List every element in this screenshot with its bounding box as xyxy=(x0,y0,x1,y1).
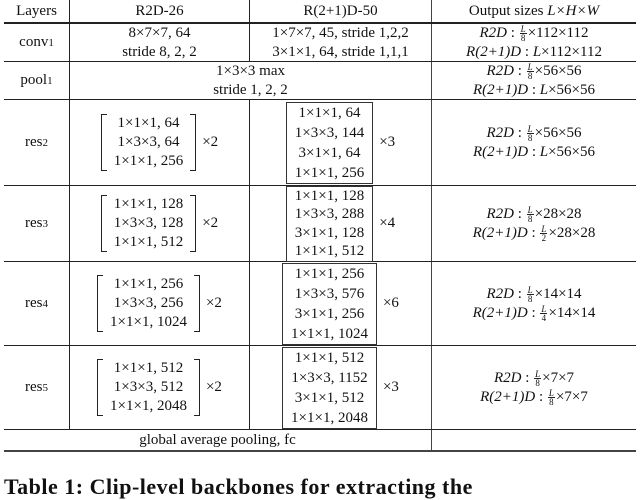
layer-text: pool xyxy=(20,72,48,88)
frac-den: 2 xyxy=(541,232,547,243)
block-lines xyxy=(114,195,183,252)
spec-line: 1×3×3, 128 xyxy=(113,215,184,231)
bottom-rule xyxy=(4,450,636,452)
spec-line: 1×1×1, 1024 xyxy=(291,325,368,342)
header-output-dims: L×H×W xyxy=(547,2,600,19)
header-layers xyxy=(4,0,70,22)
spec-line: 1×3×3, 256 xyxy=(113,295,184,311)
frac-num: L xyxy=(527,61,533,72)
r2d-cell xyxy=(70,24,250,61)
r21d-cell xyxy=(250,262,432,345)
output-sizes xyxy=(480,369,588,407)
frac-num: L xyxy=(541,303,547,314)
output-sizes xyxy=(473,285,596,323)
right-bracket xyxy=(190,114,196,171)
boxed-block xyxy=(286,186,373,262)
fraction xyxy=(527,206,534,223)
spec-line: 1×1×1, 64 xyxy=(298,104,361,121)
r2d-spec xyxy=(122,24,197,62)
output-r2d: R2D : $\frac{L}{8}$ ×7×7 xyxy=(493,368,575,388)
block-lines xyxy=(114,114,183,171)
table-row-res3 xyxy=(4,186,636,262)
r21d-cell xyxy=(250,100,432,185)
dims: ×56×56 xyxy=(548,81,596,98)
r2d-block xyxy=(97,359,222,416)
fraction xyxy=(527,286,534,303)
output-r21d: R(2+1)D : L×56×56 xyxy=(472,81,596,98)
lead-dim: L xyxy=(539,81,549,98)
r21d-block xyxy=(286,102,395,184)
output-r21d: R(2+1)D : L×112×112 xyxy=(466,43,602,60)
block-lines xyxy=(110,359,187,416)
dims: ×14×14 xyxy=(548,304,596,321)
layer-text: res xyxy=(25,134,43,150)
spec-line: 3×1×1, 256 xyxy=(294,305,365,322)
r21d-spec xyxy=(272,24,409,62)
output-sizes xyxy=(466,24,602,62)
r2d-cell xyxy=(70,346,250,429)
table-caption: Table 1: Clip-level backbones for extracting the xyxy=(4,474,473,499)
spec-line: 3×1×1, 512 xyxy=(294,389,365,406)
spec-line: 3×1×1, 64 xyxy=(298,144,361,161)
frac-den: 8 xyxy=(549,396,554,407)
header-r21d-text: R(2+1)D-50 xyxy=(303,2,378,19)
model-label: R(2+1)D xyxy=(472,224,528,241)
output-cell xyxy=(432,186,636,261)
repeat-multiplier: ×2 xyxy=(205,295,222,311)
dims: ×14×14 xyxy=(534,285,582,302)
model-label: R(2+1)D xyxy=(472,304,528,321)
output-cell xyxy=(432,62,636,99)
spec-line: 1×1×1, 256 xyxy=(294,265,365,282)
r21d-block xyxy=(286,186,395,262)
spec-line: 1×3×3, 64 xyxy=(117,134,180,150)
frac-num: L xyxy=(541,223,547,234)
dims: ×28×28 xyxy=(548,224,596,241)
repeat-multiplier: ×2 xyxy=(205,379,222,395)
output-r2d: R2D : $\frac{L}{8}$ ×56×56 xyxy=(486,123,582,143)
output-sizes xyxy=(473,205,596,243)
header-r21d xyxy=(250,0,432,22)
header-r2d-text: R2D-26 xyxy=(135,2,184,19)
boxed-block xyxy=(286,102,373,184)
model-label: R2D xyxy=(486,62,514,79)
frac-den: 8 xyxy=(535,377,540,388)
output-cell xyxy=(432,262,636,345)
layer-name: res 2 xyxy=(4,100,70,185)
repeat-multiplier: ×6 xyxy=(382,295,399,311)
spec-line: 1×1×1, 128 xyxy=(294,187,365,204)
dims: ×28×28 xyxy=(534,205,582,222)
frac-num: L xyxy=(527,284,533,295)
lead-dim: L xyxy=(532,43,542,60)
frac-num: L xyxy=(535,368,541,379)
spec-line: 1×1×1, 512 xyxy=(294,243,365,259)
layer-text: res xyxy=(25,379,43,395)
spec-line: stride 1, 2, 2 xyxy=(213,81,288,98)
r2d-cell xyxy=(70,100,250,185)
header-r2d xyxy=(70,0,250,22)
dims: ×112×112 xyxy=(527,24,589,41)
table-row-res4 xyxy=(4,262,636,346)
header-output-text: Output sizes xyxy=(468,2,544,19)
output-r21d: R(2+1)D : $\frac{L}{2}$ ×28×28 xyxy=(472,223,596,243)
spec-line: 1×1×1, 64 xyxy=(117,115,180,131)
left-bracket xyxy=(97,275,103,332)
spec-line: 1×1×1, 2048 xyxy=(110,398,187,414)
square-bracket-matrix xyxy=(101,195,196,252)
spec-line: 3×1×1, 64, stride 1,1,1 xyxy=(272,43,409,60)
table-row-pool1 xyxy=(4,62,636,100)
model-label: R2D xyxy=(493,369,522,386)
spec-line: 1×7×7, 45, stride 1,2,2 xyxy=(272,24,409,41)
lead-dim: L xyxy=(539,143,549,160)
dims: ×7×7 xyxy=(542,369,575,386)
fraction xyxy=(527,63,534,80)
output-r2d: R2D : $\frac{L}{8}$ ×56×56 xyxy=(486,61,582,81)
right-bracket xyxy=(194,359,200,416)
spec-line: 1×1×1, 256 xyxy=(113,153,184,169)
dims: ×56×56 xyxy=(548,143,596,160)
model-label: R(2+1)D xyxy=(472,81,529,98)
square-bracket-matrix xyxy=(97,275,200,332)
layer-name: res 5 xyxy=(4,346,70,429)
header-layers-text: Layers xyxy=(16,2,57,19)
frac-num: L xyxy=(527,204,533,215)
output-cell xyxy=(432,24,636,61)
spec-line: 1×1×1, 512 xyxy=(113,360,184,376)
r2d-block xyxy=(101,195,218,252)
frac-den: 4 xyxy=(541,312,547,323)
output-cell xyxy=(432,100,636,185)
square-bracket-matrix xyxy=(101,114,196,171)
spec-line: 1×1×1, 1024 xyxy=(110,314,187,330)
shared-spec-cell xyxy=(70,62,432,99)
right-bracket xyxy=(194,275,200,332)
header-rule xyxy=(4,22,636,24)
spec-line: 1×1×1, 512 xyxy=(294,349,365,366)
output-r21d: R(2+1)D : $\frac{L}{4}$ ×14×14 xyxy=(472,303,596,323)
table-row-res2 xyxy=(4,100,636,186)
output-r21d: R(2+1)D : L×56×56 xyxy=(472,143,596,160)
frac-num: L xyxy=(520,23,526,34)
r2d-cell xyxy=(70,262,250,345)
model-label: R2D xyxy=(486,124,514,141)
r2d-cell xyxy=(70,186,250,261)
fraction xyxy=(540,305,547,322)
r21d-cell xyxy=(250,24,432,61)
model-label: R2D xyxy=(479,24,507,41)
dims: ×112×112 xyxy=(541,43,602,60)
output-r2d: R2D : $\frac{L}{8}$ ×14×14 xyxy=(486,284,582,304)
table-row-footer xyxy=(4,430,636,450)
r21d-block xyxy=(282,347,399,429)
spec-line: 1×3×3 max xyxy=(215,62,285,79)
layer-text: res xyxy=(25,215,43,231)
r21d-cell xyxy=(250,346,432,429)
dims: ×56×56 xyxy=(534,62,582,79)
table-row-res5 xyxy=(4,346,636,430)
model-label: R2D xyxy=(486,285,514,302)
square-bracket-matrix xyxy=(97,359,200,416)
output-r21d: R(2+1)D : $\frac{L}{8}$ ×7×7 xyxy=(480,387,588,407)
left-bracket xyxy=(97,359,103,416)
spec-line: stride 8, 2, 2 xyxy=(122,43,197,60)
block-lines xyxy=(110,275,187,332)
model-label: R(2+1)D xyxy=(472,143,529,160)
layer-name: res 4 xyxy=(4,262,70,345)
repeat-multiplier: ×2 xyxy=(202,215,219,231)
spec-line: 1×1×1, 512 xyxy=(113,234,184,250)
fraction xyxy=(534,370,541,387)
output-r2d: R2D : $\frac{L}{8}$ ×28×28 xyxy=(486,204,582,224)
footer-text: global average pooling, fc xyxy=(139,431,296,448)
fraction xyxy=(540,225,547,242)
left-bracket xyxy=(101,195,107,252)
r2d-block xyxy=(97,275,222,332)
output-sizes xyxy=(473,124,595,162)
spec-line: 3×1×1, 128 xyxy=(294,224,365,241)
dims: ×7×7 xyxy=(555,388,588,405)
fraction xyxy=(520,25,527,42)
table-header-row xyxy=(4,0,636,22)
footer-cell xyxy=(4,430,432,450)
boxed-block xyxy=(282,347,377,429)
spec-line: 1×3×3, 512 xyxy=(113,379,184,395)
spec-line: 1×3×3, 576 xyxy=(294,285,365,302)
fraction xyxy=(527,125,534,142)
spec-line: 1×3×3, 144 xyxy=(294,124,365,141)
layer-text: conv xyxy=(19,34,49,50)
dims: ×56×56 xyxy=(534,124,582,141)
frac-den: 8 xyxy=(527,213,533,224)
layer-name: res 3 xyxy=(4,186,70,261)
fraction xyxy=(548,389,555,406)
spec-line: 8×7×7, 64 xyxy=(128,24,191,41)
frac-den: 8 xyxy=(520,32,526,43)
model-label: R(2+1)D xyxy=(466,43,522,60)
spec-line: 1×3×3, 288 xyxy=(294,206,365,222)
repeat-multiplier: ×3 xyxy=(382,379,399,395)
r2d-block xyxy=(101,114,218,171)
frac-num: L xyxy=(548,387,554,398)
r21d-cell xyxy=(250,186,432,261)
left-bracket xyxy=(101,114,107,171)
shared-spec xyxy=(213,62,288,100)
table-row-conv1 xyxy=(4,24,636,62)
repeat-multiplier: ×3 xyxy=(379,134,396,150)
r21d-block xyxy=(282,263,399,345)
spec-line: 1×1×1, 128 xyxy=(113,196,184,212)
output-sizes xyxy=(473,62,595,100)
frac-den: 8 xyxy=(527,132,533,143)
layer-name: pool 1 xyxy=(4,62,70,99)
right-bracket xyxy=(190,195,196,252)
frac-num: L xyxy=(527,123,533,134)
frac-den: 8 xyxy=(527,293,533,304)
frac-den: 8 xyxy=(527,70,533,81)
output-r2d: R2D : $\frac{L}{8}$ ×112×112 xyxy=(479,23,589,43)
spec-line: 1×1×1, 256 xyxy=(294,164,365,181)
output-cell xyxy=(432,346,636,429)
spec-line: 1×3×3, 1152 xyxy=(291,369,368,386)
layer-text: res xyxy=(25,295,43,311)
repeat-multiplier: ×4 xyxy=(379,215,396,231)
spec-line: 1×1×1, 2048 xyxy=(291,409,368,426)
model-label: R2D xyxy=(486,205,514,222)
model-label: R(2+1)D xyxy=(480,388,536,405)
footer-output-cell xyxy=(432,430,636,450)
boxed-block xyxy=(282,263,377,345)
layer-name: conv 1 xyxy=(4,24,70,61)
header-output-sizes xyxy=(432,0,636,22)
spec-line: 1×1×1, 256 xyxy=(113,276,184,292)
repeat-multiplier: ×2 xyxy=(202,134,219,150)
